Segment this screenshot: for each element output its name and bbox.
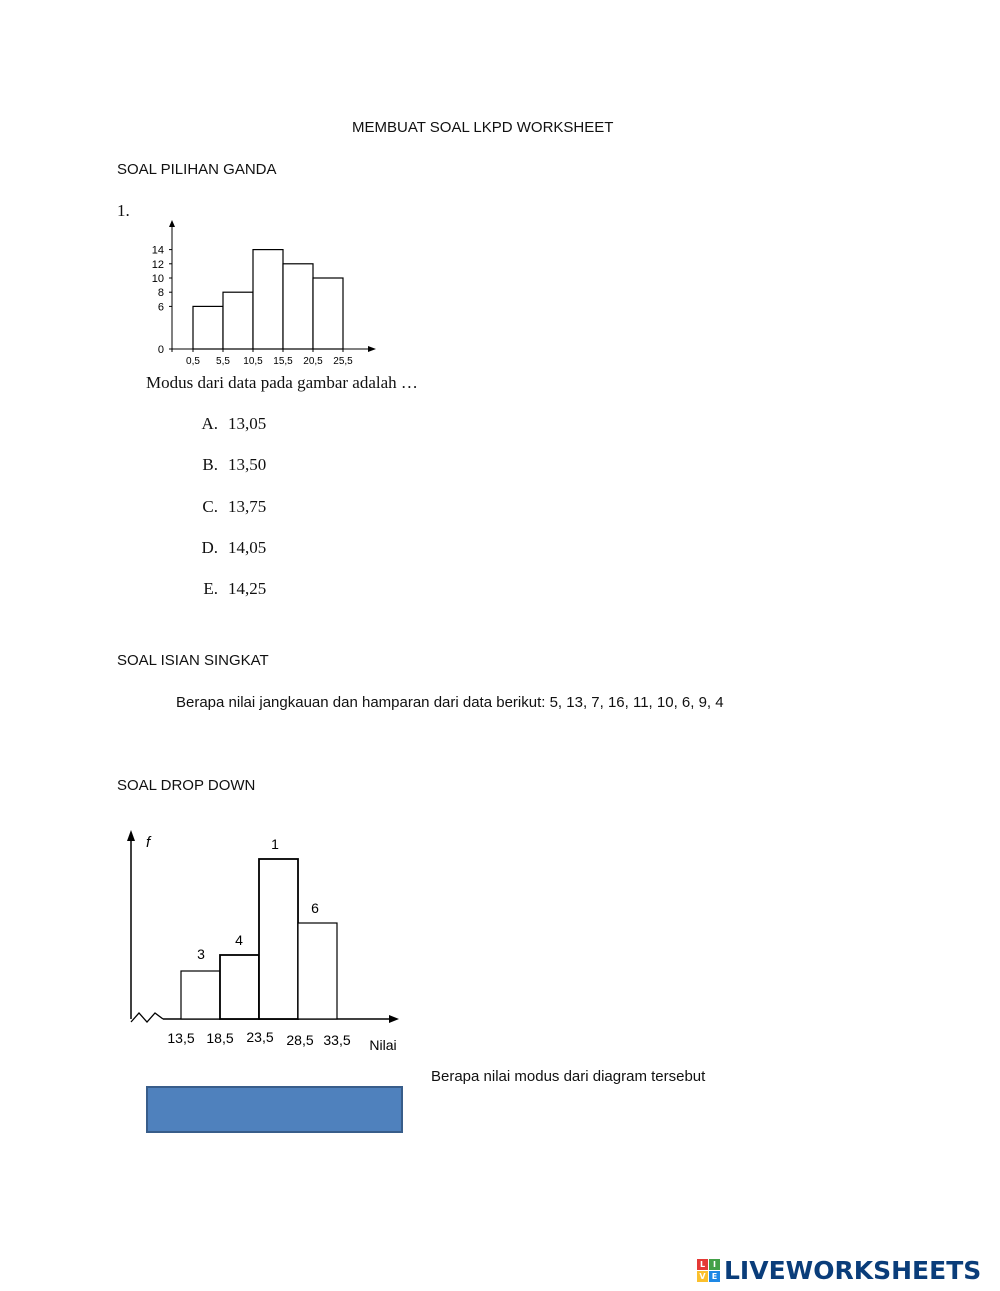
histogram-bar [193,306,223,349]
histogram-bar [259,859,298,1019]
bar-label: 6 [311,900,319,916]
bar-label: 1 [271,836,279,852]
logo-mark-tile: L [697,1259,708,1270]
option-letter: E. [203,579,218,599]
question-2-text: Berapa nilai jangkauan dan hamparan dari data berikut: 5, 13, 7, 16, 11, 10, 6, 9, 4 [176,694,724,711]
dropdown-answer-box[interactable] [146,1086,403,1133]
y-tick-label: 10 [151,273,164,285]
answer-option [188,579,266,599]
y-axis-arrow-icon [127,830,135,841]
x-tick-label: 20,5 [303,356,323,367]
logo-mark-icon [697,1259,720,1282]
x-tick-label: 0,5 [186,356,200,367]
x-axis-arrow-icon [389,1015,399,1023]
option-letter: B. [202,455,218,475]
page-title: MEMBUAT SOAL LKPD WORKSHEET [352,119,614,136]
answer-option [188,455,266,475]
option-letter: A. [201,414,218,433]
y-axis-arrow-icon [169,220,175,227]
histogram-bar [298,923,337,1019]
y-tick-label: 0 [157,344,164,356]
answer-option [188,414,266,434]
x-tick-label: 33,5 [323,1032,351,1048]
y-tick-label: 14 [151,244,164,257]
liveworksheets-logo [697,1253,981,1287]
x-axis-arrow-icon [368,346,376,352]
histogram-bar [223,292,253,349]
axis-break-icon [131,1013,163,1022]
logo-mark-tile: I [709,1259,720,1270]
question-number: 1. [117,201,130,220]
question-1-text: Modus dari data pada gambar adalah … [146,373,418,392]
x-tick-label: 5,5 [216,356,230,367]
histogram-bar [283,264,313,349]
option-value: 13,75 [228,496,267,516]
x-axis-label: Nilai [369,1037,397,1053]
section-heading-multiple-choice: SOAL PILIHAN GANDA [117,161,277,178]
x-tick-label: 15,5 [273,356,293,367]
option-letter: D. [201,537,218,557]
histogram-bar [181,971,220,1019]
option-value: 14,05 [228,537,267,557]
histogram-bar [253,250,283,349]
bar-label: 3 [197,946,205,962]
y-axis-label: f [146,834,151,851]
x-tick-label: 23,5 [246,1029,274,1045]
x-tick-label: 28,5 [286,1032,314,1048]
histogram-chart-2 [125,825,415,1055]
option-value: 13,05 [228,414,267,433]
option-value: 13,50 [228,455,267,475]
histogram-chart-1 [140,218,380,368]
question-3-text: Berapa nilai modus dari diagram tersebut [431,1068,706,1085]
answer-option [188,538,266,558]
option-value: 14,25 [228,579,267,599]
histogram-bar [220,955,259,1019]
y-tick-label: 12 [151,258,164,271]
x-tick-label: 10,5 [243,356,263,367]
section-heading-short-answer: SOAL ISIAN SINGKAT [117,652,269,669]
histogram-bar [313,278,343,349]
answer-option [188,497,266,517]
x-tick-label: 18,5 [206,1030,234,1046]
y-tick-label: 6 [157,301,164,314]
logo-text: LIVEWORKSHEETS [724,1255,982,1285]
section-heading-drop-down: SOAL DROP DOWN [117,777,256,794]
bar-label: 4 [235,932,243,948]
x-tick-label: 25,5 [333,356,353,367]
logo-mark-tile: V [697,1271,708,1282]
x-tick-label: 13,5 [167,1030,195,1046]
y-tick-label: 8 [157,287,164,300]
option-letter: C. [202,496,218,516]
logo-mark-tile: E [709,1271,720,1282]
